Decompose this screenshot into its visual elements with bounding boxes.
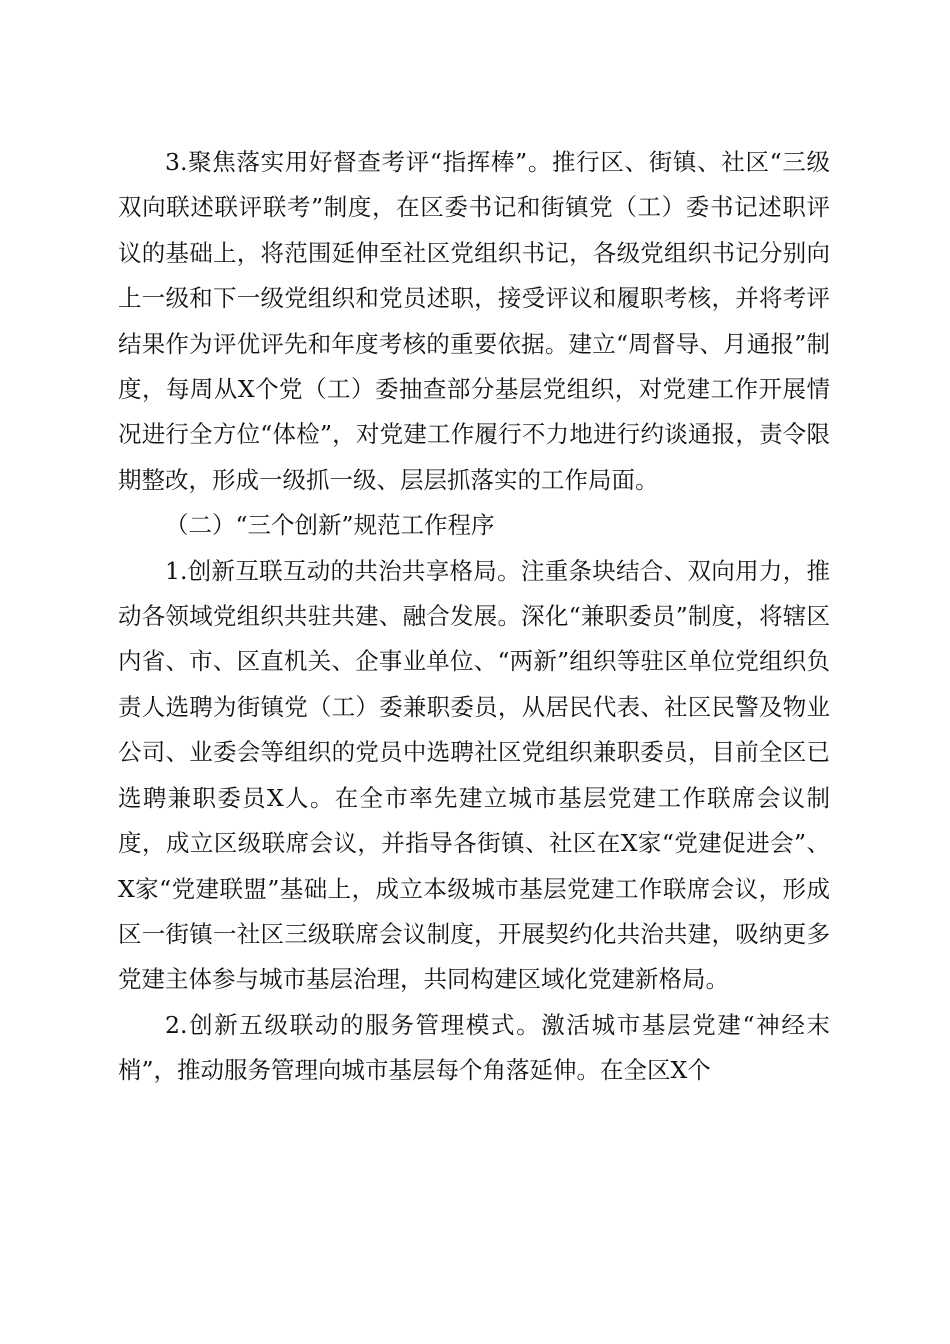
- paragraph-supervision-evaluation: 3.聚焦落实用好督查考评“指挥棒”。推行区、街镇、社区“三级双向联述联评联考”制度，在区委书记和街镇党（工）委书记述职评议的基础上，将范围延伸至社区党组织书记，各级党组织书记分别向上一级和下一级党组织和党员述职，接受评议和履职考核，并将考评结果作为评优评先和年度考核的重要依据。建立“周督导、月通报”制度，每周从X个党（工）委抽查部分基层党组织，对党建工作开展情况进行全方位“体检”，对党建工作履行不力地进行约谈通报，责令限期整改，形成一级抓一级、层层抓落实的工作局面。: [118, 148, 830, 494]
- section-heading-three-innovations: （二）“三个创新”规范工作程序: [165, 511, 495, 540]
- paragraph-five-level-linkage: 2.创新五级联动的服务管理模式。激活城市基层党建“神经末梢”，推动服务管理向城市基层每个角落延伸。在全区X个: [118, 1010, 830, 1085]
- paragraph-co-governance: 1.创新互联互动的共治共享格局。注重条块结合、双向用力，推动各领域党组织共驻共建、融合发展。深化“兼职委员”制度，将辖区内省、市、区直机关、企事业单位、“两新”组织等驻区单位党组织负责人选聘为街镇党（工）委兼职委员，从居民代表、社区民警及物业公司、业委会等组织的党员中选聘社区党组织兼职委员，目前全区已选聘兼职委员X人。在全市率先建立城市基层党建工作联席会议制度，成立区级联席会议，并指导各街镇、社区在X家“党建促进会”、X家“党建联盟”基础上，成立本级城市基层党建工作联席会议，形成区一街镇一社区三级联席会议制度，开展契约化共治共建，吸纳更多党建主体参与城市基层治理，共同构建区域化党建新格局。: [118, 556, 830, 994]
- document-body: [118, 140, 830, 1094]
